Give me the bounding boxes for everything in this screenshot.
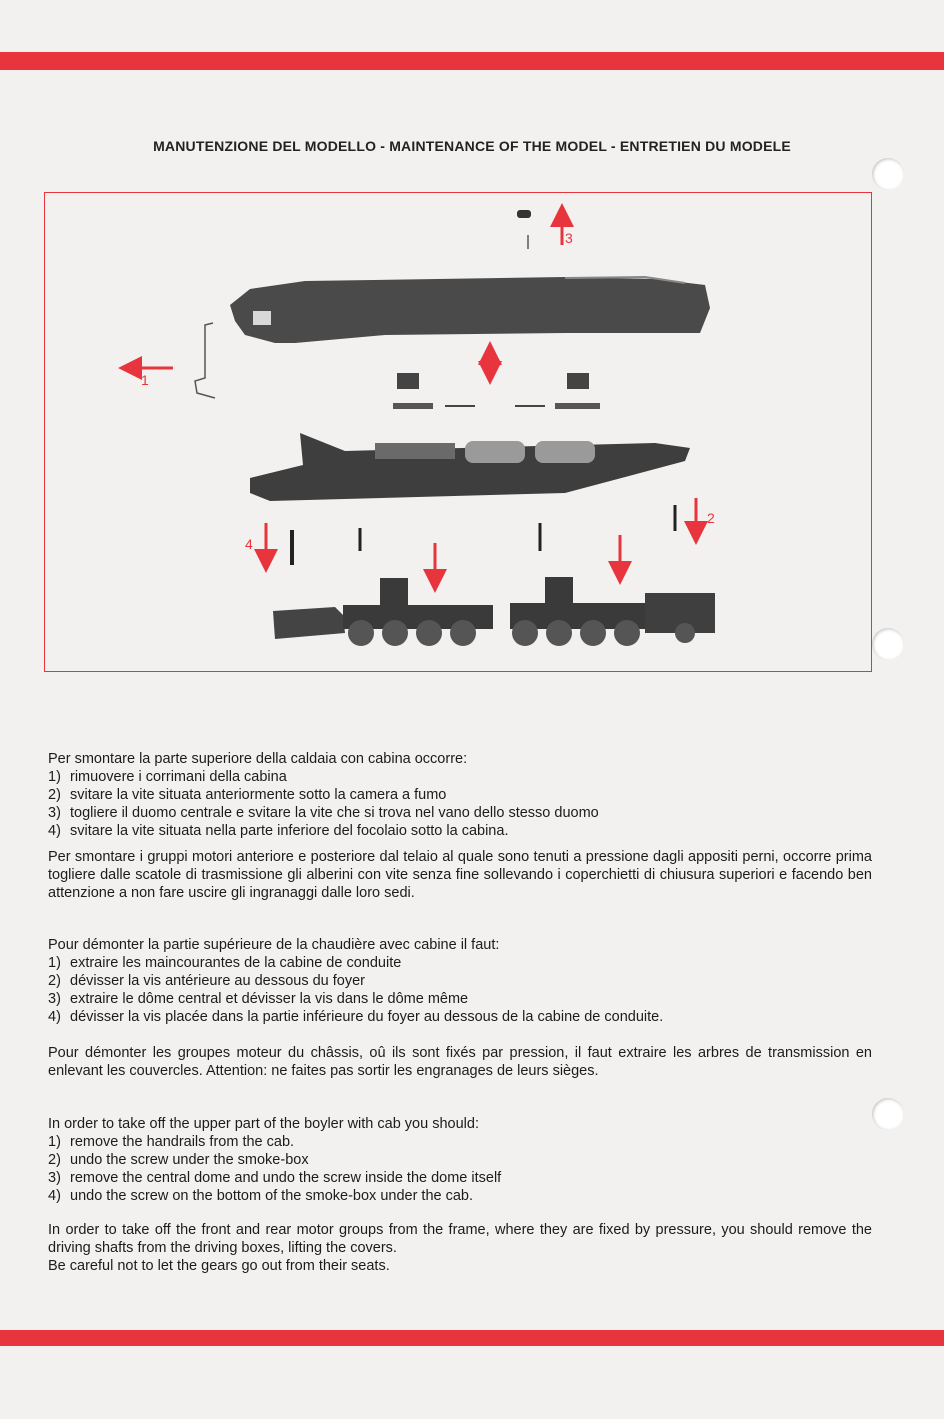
- chassis: [250, 433, 690, 501]
- arrow-label-1: 1: [141, 372, 149, 388]
- top-red-band: [0, 52, 944, 70]
- french-motor-paragraph: Pour démonter les groupes moteur du châssis, oû ils sont fixés par pression, il faut extraire les arbres de transmission en enlevant les couvercles. Attention: ne faites pas sortir les engranages de leurs sièges.: [48, 1045, 872, 1079]
- dome-part: [517, 210, 531, 218]
- boiler-shell: [230, 277, 710, 343]
- french-instructions: [48, 936, 872, 1026]
- list-item: 1) remove the handrails from the cab.: [48, 1134, 295, 1150]
- arrow-label-3: 3: [565, 230, 573, 246]
- punch-hole-top: [872, 158, 904, 190]
- english-note: Be careful not to let the gears go out from their seats.: [48, 1258, 390, 1274]
- exploded-diagram: [44, 192, 872, 672]
- front-motor-group: [273, 578, 493, 646]
- arrow-label-2: 2: [707, 510, 715, 526]
- list-item: 3) togliere il duomo centrale e svitare la vite che si trova nel vano dello stesso duomo: [48, 805, 599, 821]
- punch-hole-middle: [872, 628, 904, 660]
- list-item: 4) dévisser la vis placée dans la partie inférieure du foyer au dessous de la cabine de conduite.: [48, 1009, 664, 1025]
- punch-hole-bottom: [872, 1098, 904, 1130]
- rear-motor-group: [510, 577, 715, 646]
- italian-intro: Per smontare la parte superiore della caldaia con cabina occorre:: [48, 751, 468, 767]
- handrail-part: [195, 323, 215, 398]
- english-motor-paragraph: [48, 1221, 872, 1275]
- english-intro: In order to take off the upper part of the boyler with cab you should:: [48, 1116, 479, 1132]
- list-item: 4) undo the screw on the bottom of the smoke-box under the cab.: [48, 1188, 474, 1204]
- list-item: 1) rimuovere i corrimani della cabina: [48, 769, 287, 785]
- page-title: MANUTENZIONE DEL MODELLO - MAINTENANCE OF THE MODEL - ENTRETIEN DU MODELE: [153, 138, 791, 154]
- italian-motor-paragraph: Per smontare i gruppi motori anteriore e posteriore dal telaio al quale sono tenuti a pressione dagli appositi perni, occorre prima togliere dalle scatole di trasmissione gli alberini con vite senza fine sollevando i coperchietti di chiusura superiori e facendo ben attenzione a non fare uscire gli ingranaggi dalle loro sedi.: [48, 849, 872, 901]
- list-item: 2) svitare la vite situata anteriormente sotto la camera a fumo: [48, 787, 447, 803]
- list-item: 4) svitare la vite situata nella parte inferiore del focolaio sotto la cabina.: [48, 823, 509, 839]
- list-item: 3) extraire le dôme central et dévisser la vis dans le dôme même: [48, 991, 469, 1007]
- small-parts: [393, 373, 600, 409]
- italian-instructions: [48, 750, 872, 840]
- list-item: 2) undo the screw under the smoke-box: [48, 1152, 309, 1168]
- bottom-red-band: [0, 1330, 944, 1346]
- english-motor-text: In order to take off the front and rear motor groups from the frame, where they are fixed by pressure, you should remove the driving shafts from the driving boxes, lifting the covers.: [48, 1222, 872, 1256]
- list-item: 3) remove the central dome and undo the screw inside the dome itself: [48, 1170, 502, 1186]
- list-item: 2) dévisser la vis antérieure au dessous du foyer: [48, 973, 365, 989]
- screws: [292, 505, 675, 565]
- english-instructions: [48, 1115, 872, 1205]
- arrow-label-4: 4: [245, 536, 253, 552]
- french-intro: Pour démonter la partie supérieure de la chaudière avec cabine il faut:: [48, 937, 500, 953]
- list-item: 1) extraire les maincourantes de la cabine de conduite: [48, 955, 402, 971]
